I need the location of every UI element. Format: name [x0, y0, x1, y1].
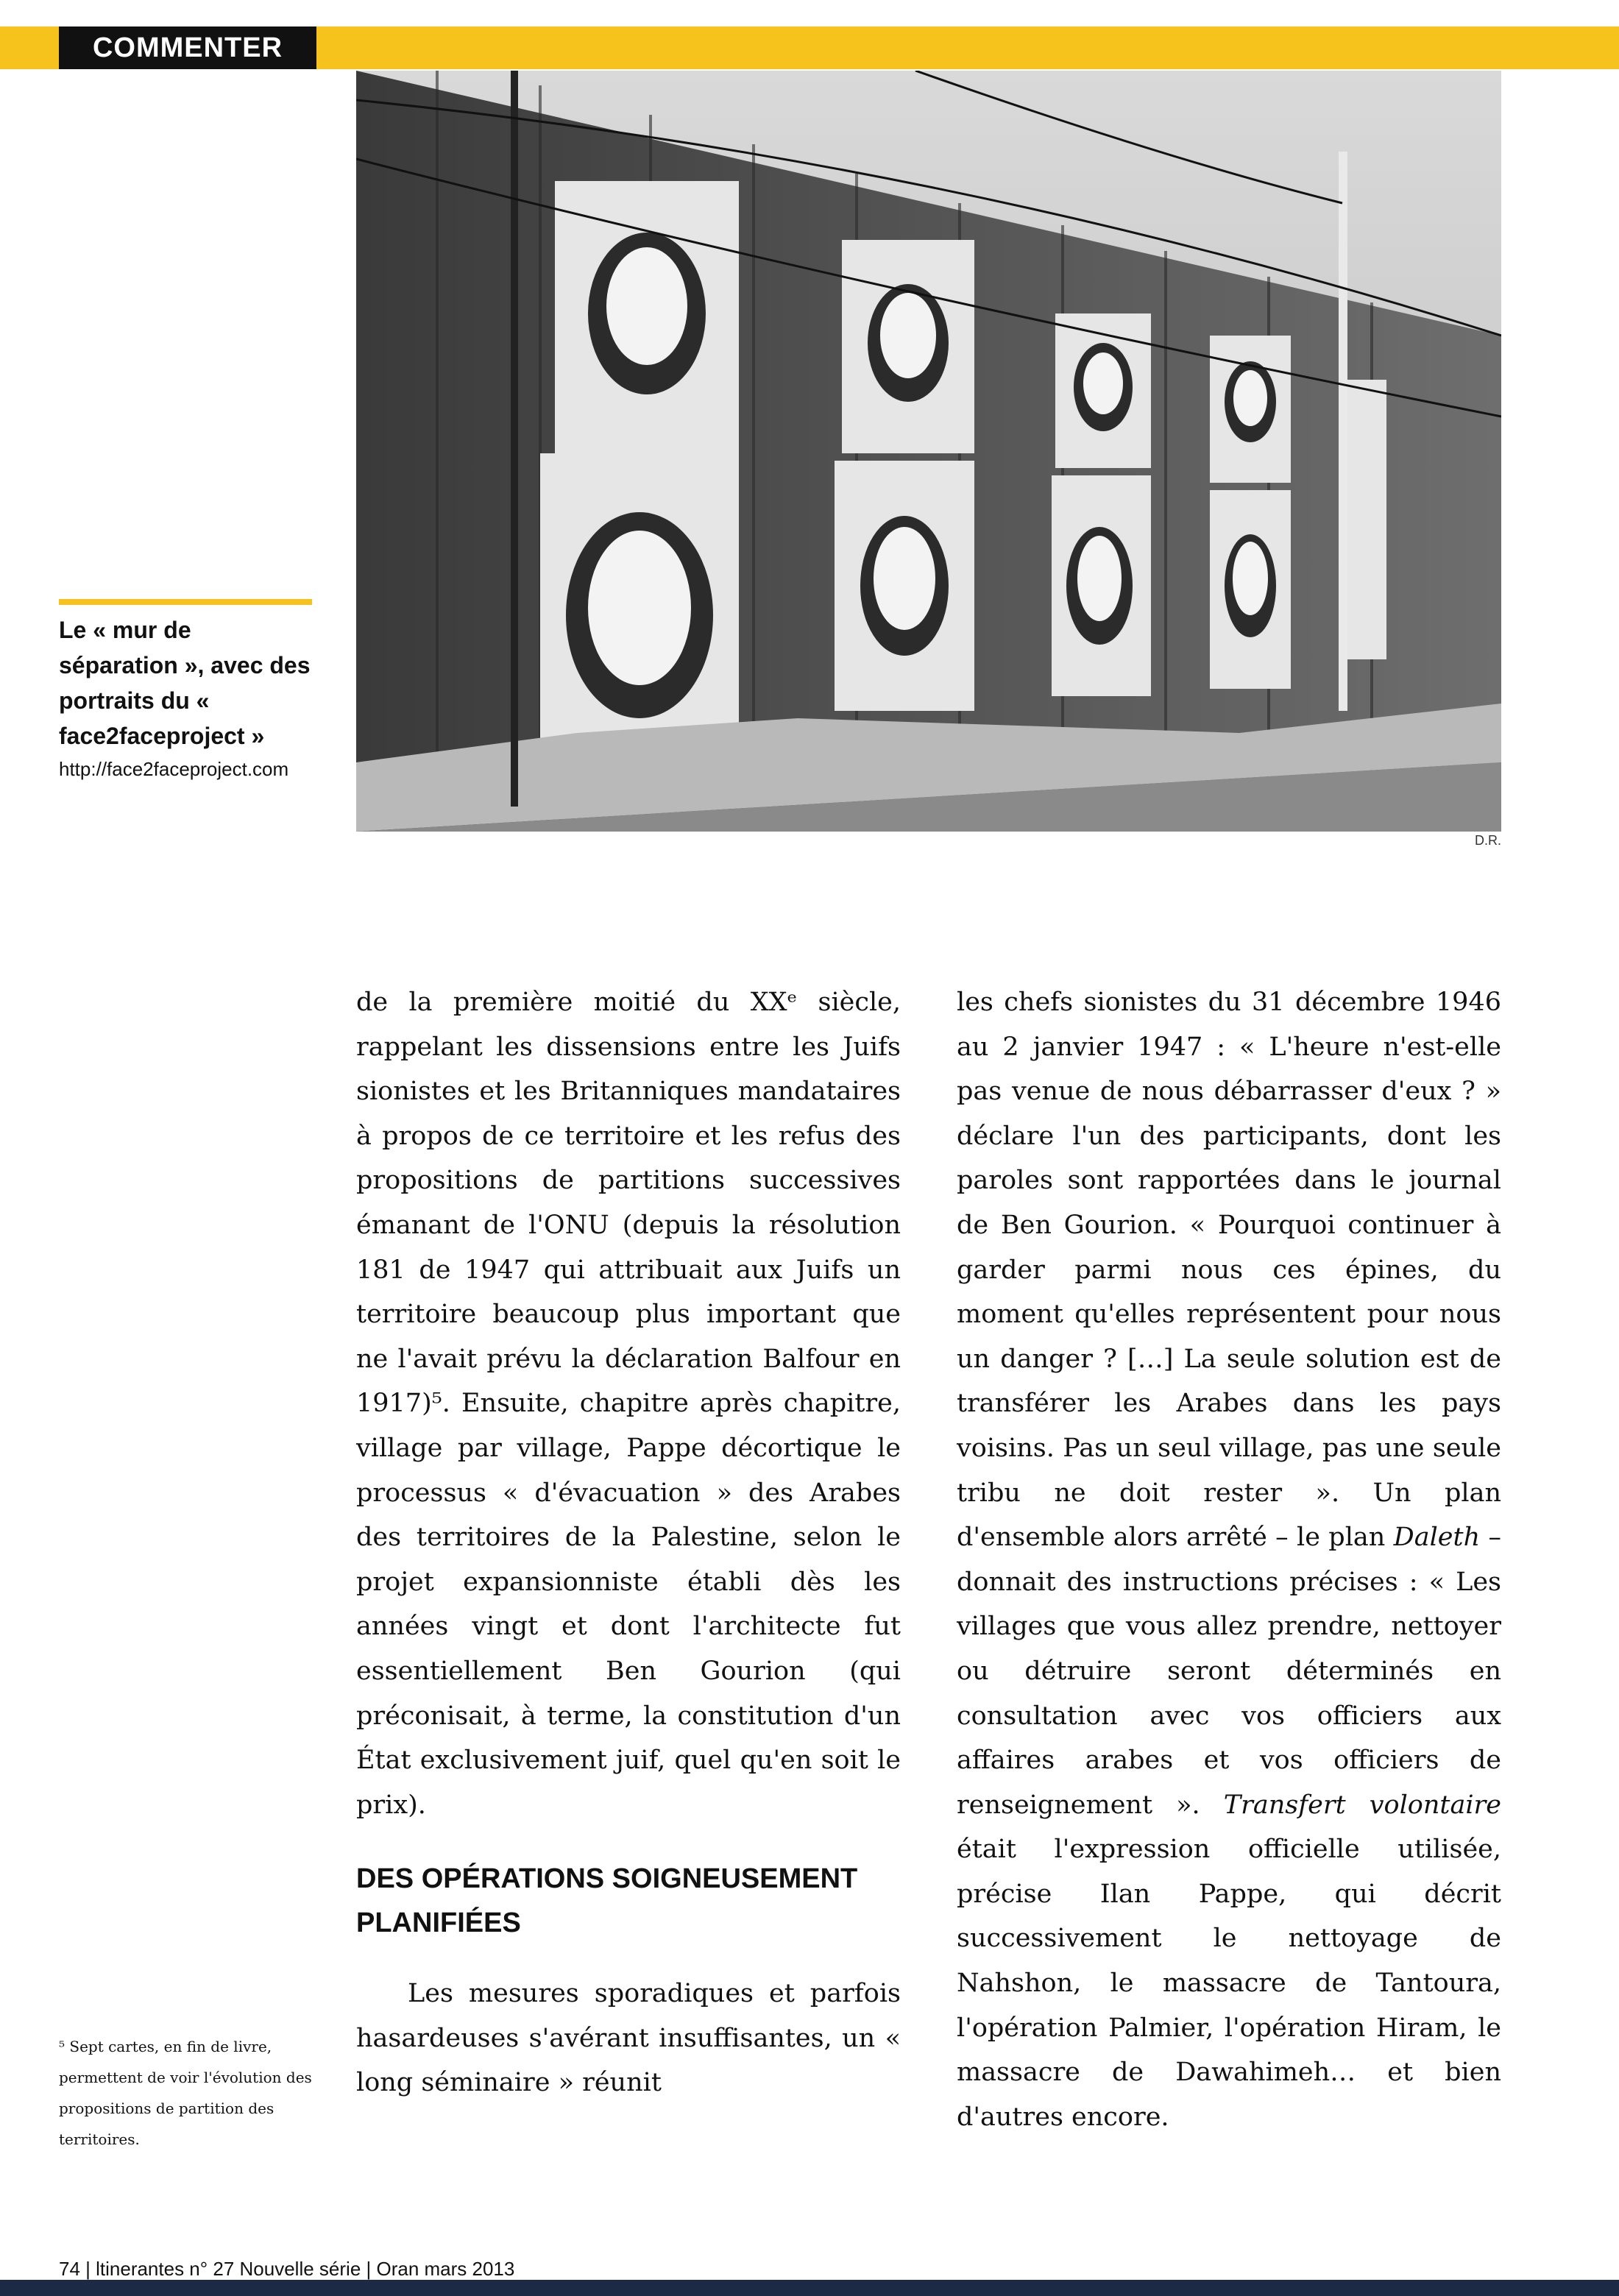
footer-bar [0, 2280, 1619, 2296]
article-column-left [356, 980, 901, 2105]
footnote: ⁵ Sept cartes, en fin de livre, permettent de voir l'évolution des propositions de partition des territoires. [59, 2038, 312, 2148]
section-tag: COMMENTER [59, 26, 316, 69]
text-run-italic: Transfert volontaire [1223, 1790, 1501, 1820]
page-folio: 74 | ltinerantes n° 27 Nouvelle série | Oran mars 2013 [59, 2258, 515, 2280]
article-paragraph [957, 980, 1501, 2139]
text-run-italic: Daleth [1393, 1523, 1481, 1553]
wall-photo-image [356, 71, 1501, 832]
text-run: les chefs sionistes du 31 décembre 1946 au 2 janvier 1947 : « L'heure n'est-elle pas venue de nous débarrasser d'eux ? » déclare l'un des participants, dont les paroles sont rapportées dans le journal de Ben Gourion. « Pourquoi continuer à garder parmi nous ces épines, du moment qu'elles représentent pour nous un danger ? […] La seule solution est de transférer les Arabes dans les pays voisins. Pas un seul village, pas une seule tribu ne doit rester ». Un plan d'ensemble alors arrêté – le plan [957, 988, 1501, 1553]
article-paragraph: Les mesures sporadiques et parfois hasardeuses s'avérant insuffisantes, un « long séminaire » réunit [356, 1979, 901, 2098]
text-run: – donnait des instructions précises : « Les villages que vous allez prendre, nettoyer ou détruire seront déterminés en consultation avec vos officiers aux affaires arabes et vos officiers de renseignement ». [957, 1523, 1501, 1820]
caption-rule [59, 599, 312, 605]
caption-url[interactable]: http://face2faceproject.com [59, 758, 289, 780]
article-column-right [957, 980, 1501, 2139]
article-paragraph: de la première moitié du XXᵉ siècle, rappelant les dissensions entre les Juifs sionistes et les Britanniques mandataires à propos de ce territoire et les refus des propositions de partitions successives émanant de l'ONU (depuis la résolution 181 de 1947 qui attribuait aux Juifs un territoire beaucoup plus important que ne l'avait prévu la déclaration Balfour en 1917)⁵. Ensuite, chapitre après chapitre, village par village, Pappe décortique le processus « d'évacuation » des Arabes des territoires de la Palestine, selon le projet expansionniste établi dès les années vingt et dont l'architecte fut essentiellement Ben Gourion (qui préconisait, à terme, la constitution d'un État exclusivement juif, quel qu'en soit le prix). [356, 988, 901, 1820]
wall-photo [356, 71, 1501, 832]
photo-credit: D.R. [1475, 833, 1501, 848]
photo-caption: Le « mur de séparation », avec des portraits du « face2faceproject » [59, 617, 311, 749]
text-run: était l'expression officielle utilisée, précise Ilan Pappe, qui décrit successivement le nettoyage de Nahshon, le massacre de Tantoura, l'opération Palmier, l'opération Hiram, le massacre de Dawahimeh… et bien d'autres encore. [957, 1835, 1501, 2132]
article-subheading: DES OPÉRATIONS SOIGNEUSEMENT PLANIFIÉES [356, 1863, 858, 1939]
